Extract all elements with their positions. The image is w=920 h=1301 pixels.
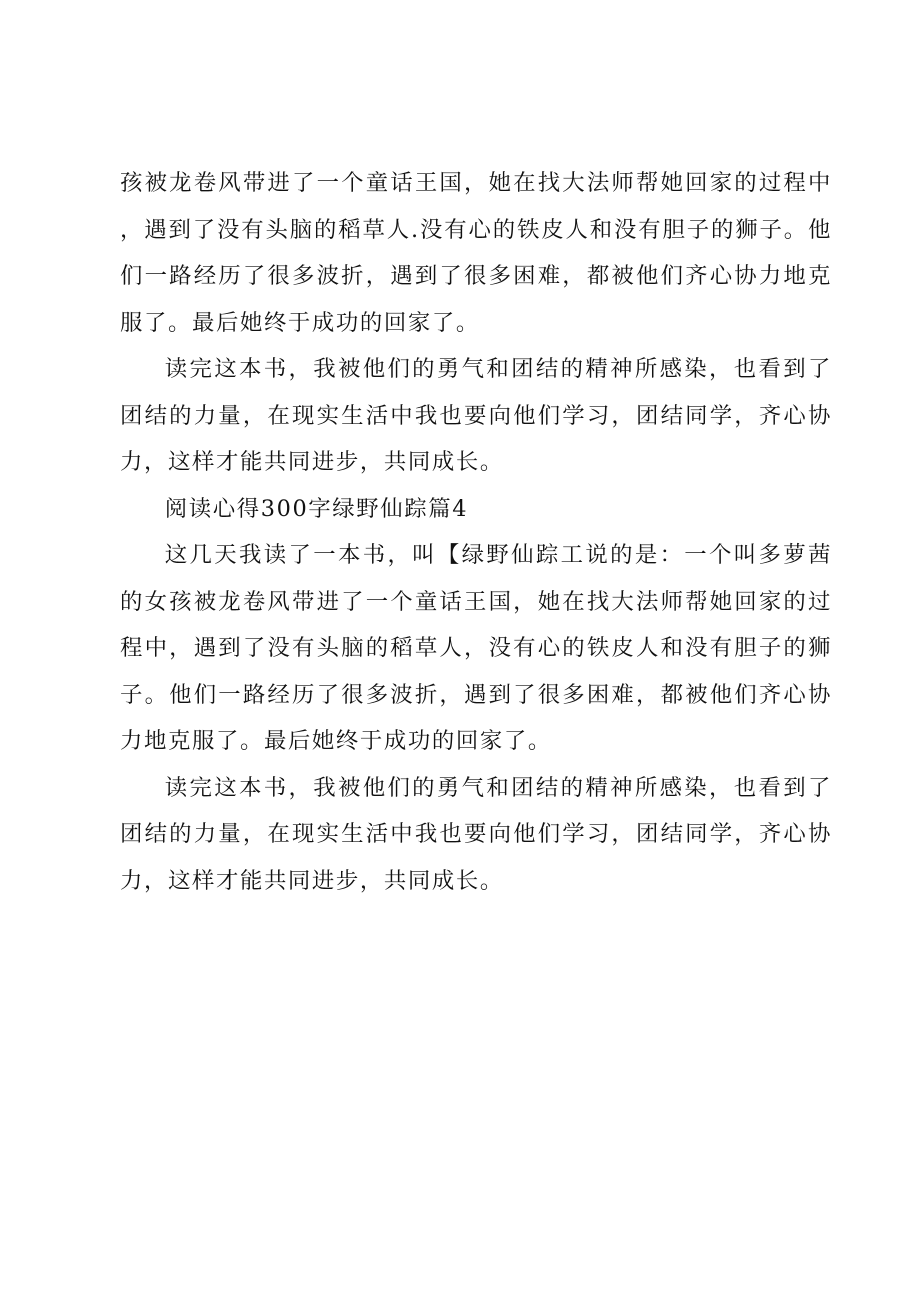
paragraph-story-summary: 这几天我读了一本书，叫【绿野仙踪工说的是：一个叫多萝茜的女孩被龙卷风带进了一个童话王国，她在找大法师帮她回家的过程中，遇到了没有头脑的稻草人，没有心的铁皮人和没有胆子的狮子。他们一路经历了很多波折，遇到了很多困难，都被他们齐心协力地克服了。最后她终于成功的回家了。 [120, 542, 832, 754]
paragraph-reflection-2: 读完这本书，我被他们的勇气和团结的精神所感染，也看到了团结的力量，在现实生活中我也要向他们学习，团结同学，齐心协力，这样才能共同进步，共同成长。 [120, 774, 832, 894]
paragraph-reflection: 读完这本书，我被他们的勇气和团结的精神所感染，也看到了团结的力量，在现实生活中我也要向他们学习，团结同学，齐心协力，这样才能共同进步，共同成长。 [120, 356, 832, 475]
document-body [120, 160, 832, 904]
paragraph-continued-story: 孩被龙卷风带进了一个童话王国，她在找大法师帮她回家的过程中，遇到了没有头脑的稻草人.没有心的铁皮人和没有胆子的狮子。他们一路经历了很多波折，遇到了很多困难，都被他们齐心协力地克服了。最后她终于成功的回家了。 [120, 170, 832, 336]
section-heading: 阅读心得300字绿野仙踪篇4 [164, 495, 469, 522]
